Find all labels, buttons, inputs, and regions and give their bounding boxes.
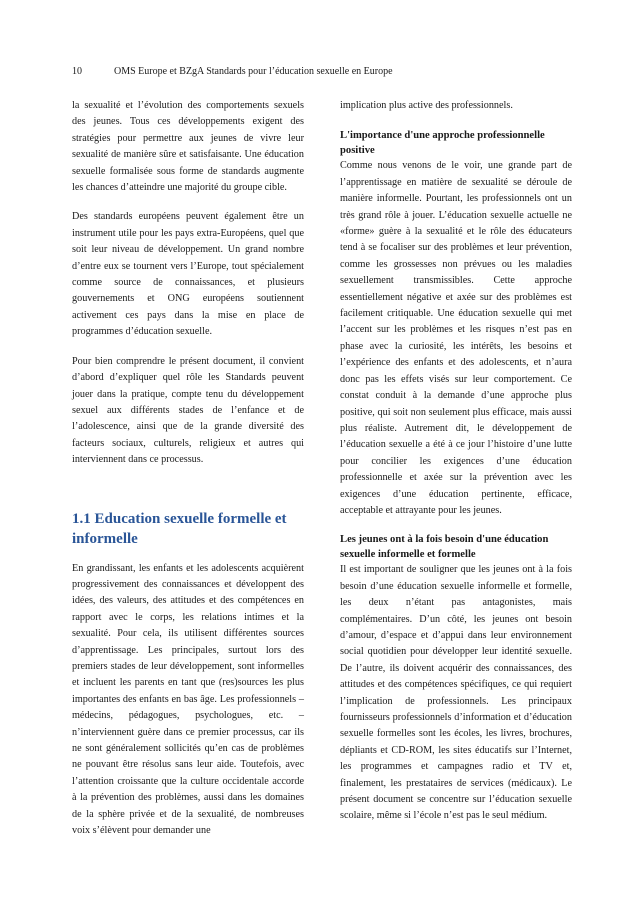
paragraph: En grandissant, les enfants et les adolescents acquièrent progressivement des connaissances et développent des idées, des valeurs, des attitudes et des compétences en rapport avec le corps, les relations intimes et la sexualité. Pour cela, ils utilisent différentes sources d’apprentissage. Les principales, surtout lors des premiers stades de leur développement, sont informelles et incluent les parents en tant que (res)sources les plus importantes des enfants en bas âge. Les professionnels – médecins, pédagogues, psychologues, etc. – n’interviennent guère dans ce premier processus, car ils ne sont généralement sollicités qu’en cas de problèmes ne pouvant être résolus sans leur aide. Toutefois, avec l’attention croissante que la culture occidentale accorde à la prévention des problèmes, aussi dans les domaines de la sphère privée et de la sexualité, de nombreuses voix s’élèvent pour demander une	[72, 562, 304, 837]
running-title: OMS Europe et BZgA Standards pour l’éducation sexuelle en Europe	[114, 66, 393, 77]
right-column	[340, 98, 572, 838]
paragraph: implication plus active des professionnels.	[340, 100, 513, 111]
paragraph: Pour bien comprendre le présent document, il convient d’abord d’expliquer quel rôle les Standards peuvent jouer dans la pratique, compte tenu du développement sexuel aux différents stades de l’enfance et de l’adolescence, ainsi que de la grande diversité des facteurs sociaux, culturels, religieux et autres qui interviennent dans ce processus.	[72, 355, 304, 466]
page-header	[72, 66, 572, 78]
paragraph: Comme nous venons de le voir, une grande part de l’apprentissage en matière de sexualité se déroule de manière informelle. Pourtant, les professionnels ont un très grand rôle à jouer. L’éducation sexuelle actuelle ne «forme» guère à la sexualité et le rôle des éducateurs tend à se focaliser sur des problèmes et leur prévention, comme les grossesses non prévues ou les maladies sexuellement transmissibles. Cette approche essentiellement négative et axée sur des problèmes est facilement critiquable. Une éducation sexuelle qui met l’accent sur les problèmes et les risques n’est pas en phase avec la curiosité, les intérêts, les besoins et l’expérience des enfants et des adolescents, et n’aura donc pas les effets visés sur leur comportement. Ce constat conduit à la demande d’une approche plus positive, qui soit non seulement plus efficace, mais aussi plus réaliste. Autrement dit, le développement de l’éducation sexuelle a été à ce jour l’histoire d’une lutte pour concilier les exigences d’une éducation professionnelle et axée sur la prévention avec les exigences d’une éducation pertinente, efficace, acceptable et attrayante pour les jeunes.	[340, 160, 572, 516]
subsection-heading: Les jeunes ont à la fois besoin d'une éducation sexuelle informelle et formelle	[340, 534, 549, 561]
left-column	[72, 98, 304, 852]
paragraph: la sexualité et l’évolution des comportements sexuels des jeunes. Tous ces développements exigent des stratégies pour permettre aux jeunes de vivre leur sexualité de manière sûre et satisfaisante. Une éducation sexuelle formalisée sous forme de standards augmente les chances d’atteindre une majorité du groupe cible.	[72, 100, 304, 194]
section-heading: 1.1 Education sexuelle formelle et informelle	[72, 510, 287, 547]
page-number: 10	[72, 66, 82, 77]
paragraph: Il est important de souligner que les jeunes ont à la fois besoin d’une éducation sexuelle informelle et formelle, les deux n’étant pas antagonistes, mais complémentaires. D’un côté, les jeunes ont besoin d’amour, d’espace et d’appui dans leur environnement social quotidien pour développer leur identité sexuelle. De l’autre, ils doivent acquérir des connaissances, des attitudes et des compétences spécifiques, ce qui requiert l’implication de professionnels. Les principaux fournisseurs professionnels d’information et d’éducation sexuelle formelles sont les écoles, les livres, brochures, dépliants et CD-ROM, les sites éducatifs sur l’Internet, les programmes et campagnes radio et TV et, finalement, les prestataires de services (médicaux). Le présent document se concentre sur l’éducation sexuelle scolaire, même si l’école n’est pas le seul médium.	[340, 564, 572, 822]
subsection-heading: L'importance d'une approche professionnelle positive	[340, 130, 545, 157]
paragraph: Des standards européens peuvent également être un instrument utile pour les pays extra-Européens, quel que soit leur niveau de développement. Un grand nombre d’entre eux se tournent vers l’Europe, tout spécialement comme source de connaissances, et plusieurs gouvernements et ONG européens soutiennent activement ces pays dans la mise en place de programmes d’éducation sexuelle.	[72, 211, 304, 338]
